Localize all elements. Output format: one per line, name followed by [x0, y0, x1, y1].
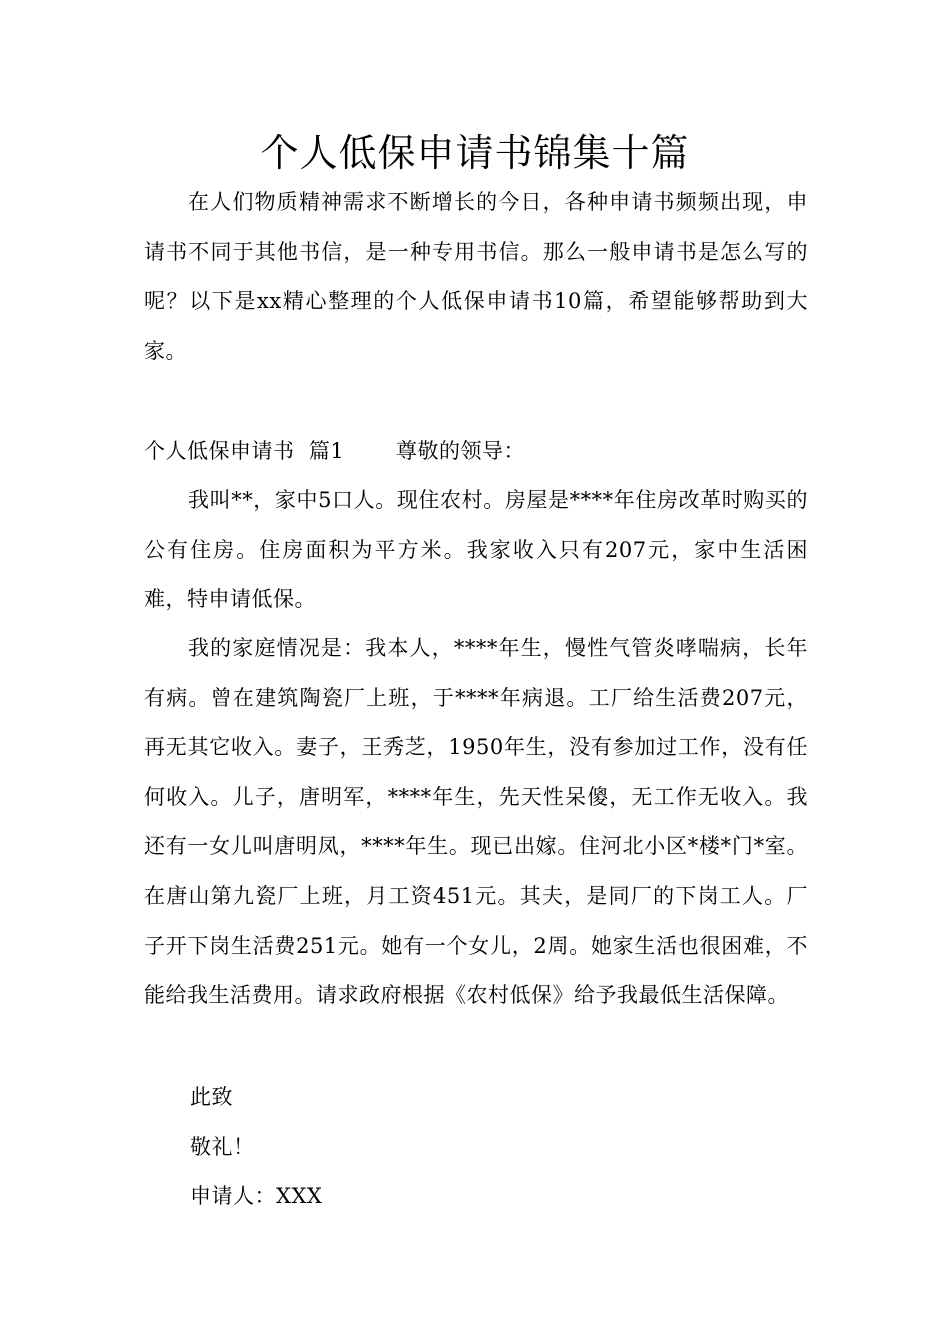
body-paragraph-1: 我叫**，家中5口人。现住农村。房屋是****年住房改革时购买的公有住房。住房面积为平方米。我家收入只有207元，家中生活困难，特申请低保。	[144, 488, 808, 612]
intro-paragraph: 在人们物质精神需求不断增长的今日，各种申请书频频出现，申请书不同于其他书信，是一种专用书信。那么一般申请书是怎么写的呢？以下是xx精心整理的个人低保申请书10篇，希望能够帮助到大家。	[144, 190, 808, 363]
section-heading: 个人低保申请书 篇1	[144, 439, 345, 463]
closing-jingli: 敬礼！	[190, 1135, 255, 1159]
document-title: 个人低保申请书锦集十篇	[260, 131, 690, 175]
body-paragraph-2: 我的家庭情况是：我本人，****年生，慢性气管炎哮喘病，长年有病。曾在建筑陶瓷厂上班，于****年病退。工厂给生活费207元，再无其它收入。妻子，王秀芝，1950年生，没有参加过工作，没有任何收入。儿子，唐明军，****年生，先天性呆傻，无工作无收入。我还有一女儿叫唐明凤，****年生。现已出嫁。住河北小区*楼*门*室。在唐山第九瓷厂上班，月工资451元。其夫，是同厂的下岗工人。厂子开下岗生活费251元。她有一个女儿，2周。她家生活也很困难，不能给我生活费用。请求政府根据《农村低保》给予我最低生活保障。	[144, 636, 808, 1008]
salutation: 尊敬的领导：	[396, 439, 525, 463]
closing-cizhi: 此致	[190, 1085, 233, 1109]
applicant-line: 申请人：XXX	[190, 1184, 323, 1208]
